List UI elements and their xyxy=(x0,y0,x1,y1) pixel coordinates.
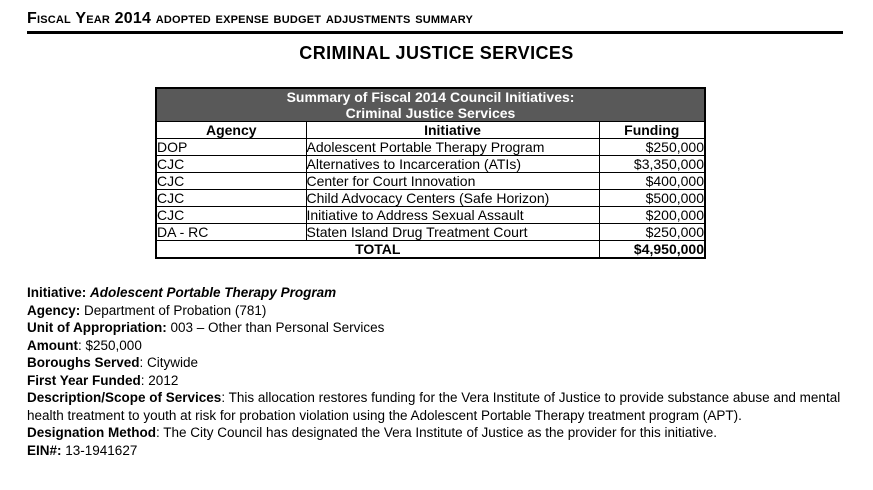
cell-funding: $250,000 xyxy=(599,224,705,241)
table-row xyxy=(156,139,705,156)
total-label: TOTAL xyxy=(156,241,599,259)
detail-value: 2012 xyxy=(148,372,179,388)
table-row xyxy=(156,173,705,190)
cell-funding: $3,350,000 xyxy=(599,156,705,173)
total-funding: $4,950,000 xyxy=(599,241,705,259)
column-header-funding: Funding xyxy=(599,122,705,139)
detail-separator: : xyxy=(75,302,85,318)
column-header-agency: Agency xyxy=(156,122,306,139)
detail-designation-method xyxy=(27,424,865,442)
detail-boroughs-served xyxy=(27,354,865,372)
detail-label: EIN# xyxy=(27,442,58,458)
detail-label: Description/Scope of Services xyxy=(27,390,222,405)
detail-value: Citywide xyxy=(147,355,199,370)
table-row xyxy=(156,207,705,224)
cell-funding: $200,000 xyxy=(599,207,705,224)
cell-agency: DA - RC xyxy=(156,224,306,241)
cell-initiative: Adolescent Portable Therapy Program xyxy=(306,139,599,156)
detail-label: Designation Method xyxy=(27,425,156,440)
table-row xyxy=(156,190,705,207)
cell-initiative: Center for Court Innovation xyxy=(306,173,599,190)
table-row xyxy=(156,224,705,241)
cell-initiative: Staten Island Drug Treatment Court xyxy=(306,224,599,241)
cell-initiative: Alternatives to Incarceration (ATIs) xyxy=(306,156,599,173)
cell-agency: CJC xyxy=(156,207,306,224)
cell-funding: $250,000 xyxy=(599,139,705,156)
table-caption-row xyxy=(156,88,705,122)
section-title: CRIMINAL JUSTICE SERVICES xyxy=(299,43,574,63)
detail-agency xyxy=(27,302,865,320)
table-caption-line1: Summary of Fiscal 2014 Council Initiatives: xyxy=(286,89,575,105)
table-row xyxy=(156,156,705,173)
detail-value: 003 – Other than Personal Services xyxy=(170,320,385,335)
detail-label: First Year Funded xyxy=(27,372,141,388)
detail-value: This allocation restores funding for the Vera Institute of Justice to provide substance abuse and mental health treatment to youth at risk for probation violation using the Adolescent Portable Therapy treatment program (APT). xyxy=(27,390,841,423)
summary-table xyxy=(155,87,706,259)
cell-agency: CJC xyxy=(156,190,306,207)
summary-table-container xyxy=(155,87,706,259)
detail-separator: : xyxy=(221,390,229,405)
detail-value: Department of Probation (781) xyxy=(84,302,267,318)
cell-funding: $500,000 xyxy=(599,190,705,207)
detail-value: The City Council has designated the Vera Institute of Justice as the provider for this initiative. xyxy=(163,425,718,440)
column-header-initiative: Initiative xyxy=(306,122,599,139)
detail-value: $250,000 xyxy=(85,337,142,353)
detail-label: Agency xyxy=(27,302,76,318)
cell-agency: CJC xyxy=(156,156,306,173)
running-header-lead: Fiscal Year 2014 xyxy=(27,10,156,27)
detail-description xyxy=(27,389,865,424)
detail-ein xyxy=(27,442,865,460)
cell-agency: DOP xyxy=(156,139,306,156)
running-header-rest: adopted expense budget adjustments summary xyxy=(155,10,474,27)
detail-amount xyxy=(27,337,865,355)
detail-separator: : xyxy=(78,337,86,353)
detail-separator: : xyxy=(140,372,149,388)
cell-agency: CJC xyxy=(156,173,306,190)
cell-funding: $400,000 xyxy=(599,173,705,190)
cell-initiative: Child Advocacy Centers (Safe Horizon) xyxy=(306,190,599,207)
initiative-details xyxy=(27,284,865,459)
detail-separator: : xyxy=(139,355,148,370)
header-rule xyxy=(27,31,843,34)
detail-unit-of-appropriation xyxy=(27,319,865,337)
detail-first-year-funded xyxy=(27,372,865,390)
detail-separator: : xyxy=(57,442,66,458)
detail-initiative xyxy=(27,284,865,302)
detail-label: Unit of Appropriation xyxy=(27,320,163,335)
table-caption-line2: Criminal Justice Services xyxy=(345,105,516,121)
detail-label: Initiative xyxy=(27,285,82,300)
detail-separator: : xyxy=(156,425,164,440)
detail-value: Adolescent Portable Therapy Program xyxy=(90,285,337,300)
detail-label: Boroughs Served xyxy=(27,355,140,370)
table-total-row xyxy=(156,241,705,259)
detail-value: 13-1941627 xyxy=(65,442,138,458)
table-header-row xyxy=(156,122,705,139)
table-caption xyxy=(156,88,705,122)
detail-separator: : xyxy=(81,285,91,300)
running-header xyxy=(27,10,473,28)
detail-label: Amount xyxy=(27,337,78,353)
detail-separator: : xyxy=(162,320,171,335)
cell-initiative: Initiative to Address Sexual Assault xyxy=(306,207,599,224)
